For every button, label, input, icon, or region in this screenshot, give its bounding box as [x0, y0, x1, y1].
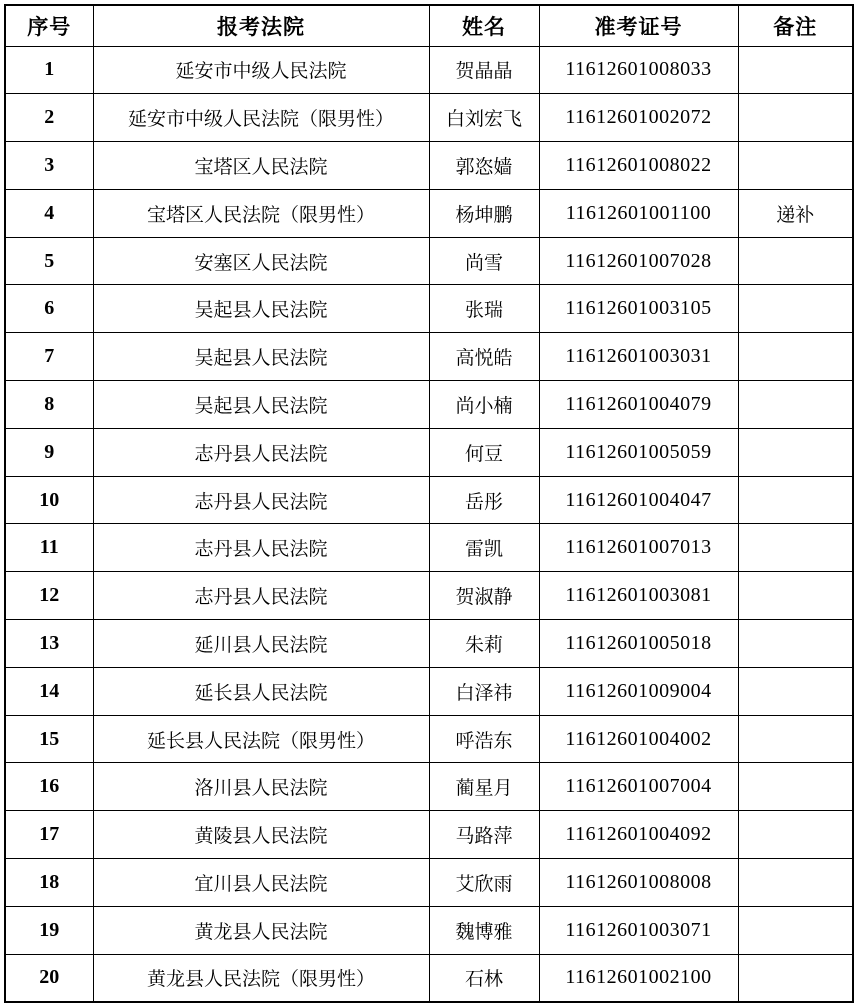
ticket-cell: 11612601007028	[539, 237, 738, 285]
court-cell: 宜川县人民法院	[93, 859, 429, 907]
court-cell: 黄龙县人民法院	[93, 906, 429, 954]
court-cell: 志丹县人民法院	[93, 428, 429, 476]
seq-cell: 2	[5, 94, 93, 142]
seq-cell: 11	[5, 524, 93, 572]
ticket-cell: 11612601004092	[539, 811, 738, 859]
seq-cell: 19	[5, 906, 93, 954]
court-cell: 延川县人民法院	[93, 620, 429, 668]
ticket-cell: 11612601007013	[539, 524, 738, 572]
remark-cell	[738, 763, 853, 811]
table-row	[5, 667, 853, 715]
table-row	[5, 620, 853, 668]
remark-cell	[738, 94, 853, 142]
table-row	[5, 237, 853, 285]
ticket-cell: 11612601009004	[539, 667, 738, 715]
ticket-cell: 11612601003105	[539, 285, 738, 333]
seq-cell: 4	[5, 189, 93, 237]
remark-cell	[738, 428, 853, 476]
remark-cell	[738, 237, 853, 285]
table-row	[5, 46, 853, 94]
name-cell: 张瑞	[429, 285, 539, 333]
table-row	[5, 859, 853, 907]
name-cell: 白泽祎	[429, 667, 539, 715]
ticket-cell: 11612601004047	[539, 476, 738, 524]
ticket-cell: 11612601007004	[539, 763, 738, 811]
seq-cell: 3	[5, 142, 93, 190]
remark-cell	[738, 859, 853, 907]
name-cell: 尚雪	[429, 237, 539, 285]
ticket-cell: 11612601004002	[539, 715, 738, 763]
court-cell: 延安市中级人民法院（限男性）	[93, 94, 429, 142]
remark-cell: 递补	[738, 189, 853, 237]
seq-cell: 7	[5, 333, 93, 381]
name-cell: 贺晶晶	[429, 46, 539, 94]
name-cell: 贺淑静	[429, 572, 539, 620]
table-row	[5, 572, 853, 620]
ticket-cell: 11612601008022	[539, 142, 738, 190]
seq-cell: 8	[5, 381, 93, 429]
name-cell: 何豆	[429, 428, 539, 476]
name-cell: 岳彤	[429, 476, 539, 524]
court-cell: 志丹县人民法院	[93, 476, 429, 524]
table-row	[5, 94, 853, 142]
name-cell: 雷凯	[429, 524, 539, 572]
table-row	[5, 333, 853, 381]
name-cell: 蔺星月	[429, 763, 539, 811]
col-header-name: 姓名	[429, 5, 539, 46]
seq-cell: 17	[5, 811, 93, 859]
table-row	[5, 954, 853, 1002]
table-row	[5, 476, 853, 524]
court-cell: 志丹县人民法院	[93, 524, 429, 572]
remark-cell	[738, 954, 853, 1002]
seq-cell: 14	[5, 667, 93, 715]
ticket-cell: 11612601004079	[539, 381, 738, 429]
table-row	[5, 715, 853, 763]
remark-cell	[738, 476, 853, 524]
seq-cell: 5	[5, 237, 93, 285]
remark-cell	[738, 333, 853, 381]
remark-cell	[738, 142, 853, 190]
remark-cell	[738, 811, 853, 859]
court-cell: 宝塔区人民法院（限男性）	[93, 189, 429, 237]
seq-cell: 6	[5, 285, 93, 333]
table-row	[5, 906, 853, 954]
remark-cell	[738, 906, 853, 954]
seq-cell: 12	[5, 572, 93, 620]
seq-cell: 15	[5, 715, 93, 763]
table-row	[5, 381, 853, 429]
ticket-cell: 11612601002072	[539, 94, 738, 142]
remark-cell	[738, 572, 853, 620]
col-header-remark: 备注	[738, 5, 853, 46]
court-cell: 吴起县人民法院	[93, 381, 429, 429]
table-row	[5, 189, 853, 237]
remark-cell	[738, 524, 853, 572]
court-cell: 延长县人民法院	[93, 667, 429, 715]
court-cell: 志丹县人民法院	[93, 572, 429, 620]
seq-cell: 13	[5, 620, 93, 668]
name-cell: 白刘宏飞	[429, 94, 539, 142]
col-header-court: 报考法院	[93, 5, 429, 46]
ticket-cell: 11612601008033	[539, 46, 738, 94]
col-header-seq: 序号	[5, 5, 93, 46]
ticket-cell: 11612601008008	[539, 859, 738, 907]
col-header-ticket: 准考证号	[539, 5, 738, 46]
table-row	[5, 142, 853, 190]
court-cell: 宝塔区人民法院	[93, 142, 429, 190]
table-row	[5, 285, 853, 333]
ticket-cell: 11612601003081	[539, 572, 738, 620]
header-row	[5, 5, 853, 46]
ticket-cell: 11612601001100	[539, 189, 738, 237]
name-cell: 朱莉	[429, 620, 539, 668]
court-cell: 黄陵县人民法院	[93, 811, 429, 859]
table-row	[5, 428, 853, 476]
court-cell: 安塞区人民法院	[93, 237, 429, 285]
court-cell: 洛川县人民法院	[93, 763, 429, 811]
court-cell: 吴起县人民法院	[93, 333, 429, 381]
seq-cell: 1	[5, 46, 93, 94]
name-cell: 魏博雅	[429, 906, 539, 954]
ticket-cell: 11612601005059	[539, 428, 738, 476]
name-cell: 马路萍	[429, 811, 539, 859]
court-cell: 延安市中级人民法院	[93, 46, 429, 94]
name-cell: 尚小楠	[429, 381, 539, 429]
table-row	[5, 763, 853, 811]
ticket-cell: 11612601003071	[539, 906, 738, 954]
remark-cell	[738, 381, 853, 429]
table-body	[5, 46, 853, 1002]
exam-roster-table	[4, 4, 854, 1003]
ticket-cell: 11612601005018	[539, 620, 738, 668]
remark-cell	[738, 46, 853, 94]
ticket-cell: 11612601003031	[539, 333, 738, 381]
court-cell: 黄龙县人民法院（限男性）	[93, 954, 429, 1002]
name-cell: 呼浩东	[429, 715, 539, 763]
seq-cell: 20	[5, 954, 93, 1002]
name-cell: 石林	[429, 954, 539, 1002]
remark-cell	[738, 667, 853, 715]
name-cell: 杨坤鹏	[429, 189, 539, 237]
court-cell: 吴起县人民法院	[93, 285, 429, 333]
remark-cell	[738, 620, 853, 668]
table-row	[5, 811, 853, 859]
seq-cell: 18	[5, 859, 93, 907]
table-row	[5, 524, 853, 572]
seq-cell: 10	[5, 476, 93, 524]
remark-cell	[738, 285, 853, 333]
name-cell: 高悦皓	[429, 333, 539, 381]
seq-cell: 9	[5, 428, 93, 476]
seq-cell: 16	[5, 763, 93, 811]
ticket-cell: 11612601002100	[539, 954, 738, 1002]
remark-cell	[738, 715, 853, 763]
name-cell: 郭恣嫱	[429, 142, 539, 190]
court-cell: 延长县人民法院（限男性）	[93, 715, 429, 763]
name-cell: 艾欣雨	[429, 859, 539, 907]
